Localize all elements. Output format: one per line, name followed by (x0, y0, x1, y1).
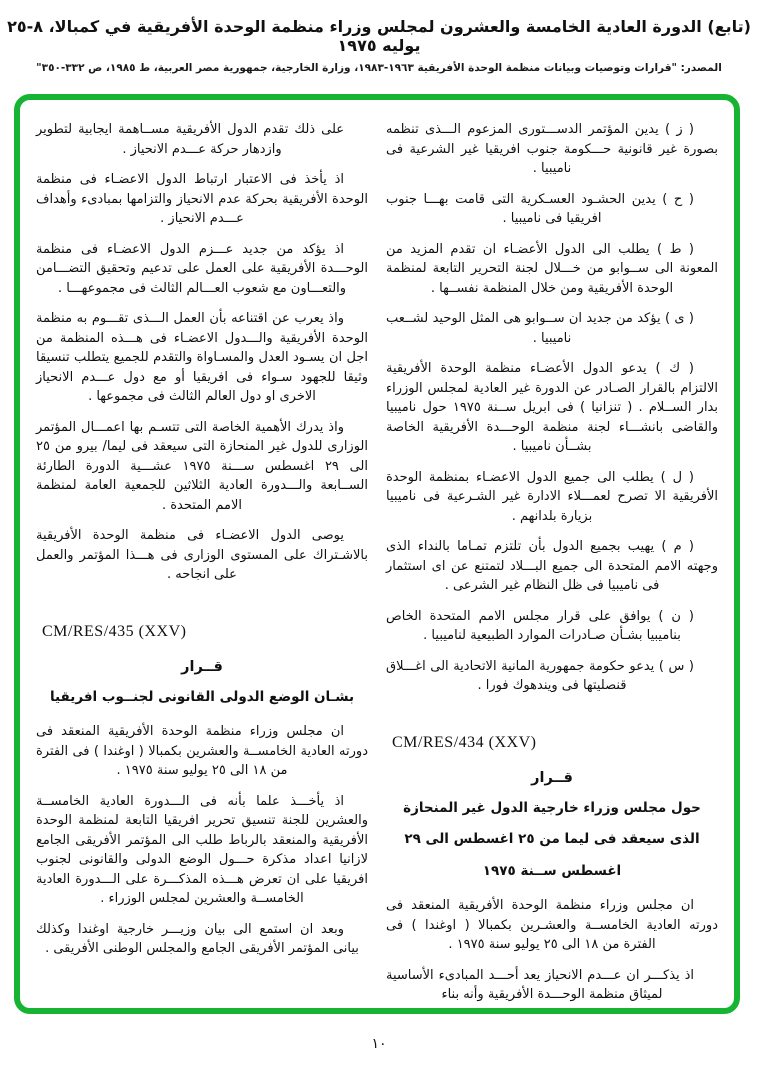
resolution-434-subtitle-line1: حول مجلس وزراء خارجية الدول غير المنحازة (403, 799, 701, 816)
clause-paragraph-s: ( س ) يدعو حكومة جمهورية المانية الاتحادية الى اغـــلاق قنصليتها فى ويندهوك فورا . (386, 658, 694, 693)
body-paragraph: وبعد ان استمع الى بيان وزيـــر خارجية اوغندا وكذلك بيانى المؤتمر الأفريقى الجامع والمجلس الوطنى الأفريقى . (36, 921, 359, 957)
clause-paragraph-t: ( ط ) يطلب الى الدول الأعضـاء ان تقدم المزيد من المعونة الى ســوابو من خـــلال لجنة التحرير التابعة لمنظمة الوحدة الأفريقية ومن خلال المنظمة نفســها . (386, 241, 718, 296)
body-paragraph: على ذلك تقدم الدول الأفريقية مســاهمة ايجابية لتطوير وازدهار حركة عـــدم الانحياز . (36, 122, 344, 157)
resolution-code-435: CM/RES/435 (XXV) (42, 622, 187, 640)
body-paragraph: اذ يؤكد من جديد عـــزم الدول الاعضـاء فى منظمة الوحـــدة الأفريقية على العمل على تدعيم وتحقيق التضـــامن والتعـــاون مع شعوب العـــالم الثالث فى مجموعهـــا . (36, 241, 368, 296)
two-column-layout (20, 100, 734, 1008)
clause-paragraph-l: ( ل ) يطلب الى جميع الدول الاعضـاء بمنظمة الوحدة الأفريقية الا تصرح لعمـــلاء الادارة غير الشـرعية فى ناميبيا بزيارة بلدانهم . (386, 469, 718, 524)
clause-paragraph-k: ( ك ) يدعو الدول الأعضـاء منظمة الوحدة الأفريقية الالتزام بالقرار الصـادر عن الدورة غير العادية لمجلس الوزراء بدار الســلام . ( تنزانيا ) فى ابريل ســنة ١٩٧٥ حول ناميبيا والقاضى بانشـــاء لجنة منظمة الوحـــدة الأفريقية الخاصة بشــأن ناميبيا . (386, 361, 719, 454)
resolution-code-434: CM/RES/434 (XXV) (392, 733, 537, 751)
resolution-434-heading: قــرار (531, 769, 573, 786)
clause-paragraph-z: ( ز ) يدين المؤتمر الدســـتورى المزعوم الـــذى تنظمه بصورة غير قانونية حـــكومة جنوب افريقيا غير الشرعية فى ناميبيا . (386, 122, 718, 176)
clause-paragraph-y: ( ى ) يؤكد من جديد ان ســوابو هى المثل الوحيد لشــعب ناميبيا . (386, 311, 694, 346)
source-citation: المصدر: "قرارات وتوصيات وبيانات منظمة الوحدة الأفريقية ١٩٦٣-١٩٨٣، وزارة الخارجية، جمهورية مصر العربية، ط ١٩٨٥، ص ٣٣٢-٣٥٠" (36, 62, 722, 74)
body-paragraph: اذ يأخـــذ علما بأنه فى الـــدورة العادية الخامســة والعشرين للجنة تنسيق تحرير افريقيا التابعة لمنظمة الوحدة الأفريقية والمنعقد بالرباط طلب الى المؤتمر الأفريقى الجامع لازانيا اعداد مذكرة حـــول الوضع الدولى والقانونى لجنوب افريقيا على ان تعرض هـــذه المذكـــرة على الـــدورة العادية الخامســة والعشرين لمجلس الوزراء . (36, 793, 368, 907)
body-paragraph: اذ يذكـــر ان عـــدم الانحياز يعد أحـــد المبادىء الأساسية لميثاق منظمة الوحـــدة الأفريقية وأنه بناء (386, 967, 694, 1003)
page-header (0, 0, 758, 74)
resolution-434-subtitle-line2: الذى سيعقد فى ليما من ٢٥ اغسطس الى ٢٩ (404, 831, 700, 848)
body-paragraph: واذ يعرب عن اقتناعه بأن العمل الـــذى تقـــوم به منظمة الوحدة الأفريقية والـــدول الاعضـاء فى هـــذه المنظمة من اجل ان يسـود العدل والمسـاواة والتقدم للجميع يتطلب تنسيقا وثيقا للجهود سـواء فى افريقيا أو مع دول عـــدم الانحياز الاخرى او دول العالم الثالث فى مجموعها . (36, 311, 368, 404)
column-right (386, 120, 719, 1003)
content-frame (14, 94, 740, 1014)
page-number: ١٠ (371, 1036, 387, 1052)
resolution-435-heading: قــرار (181, 658, 223, 675)
resolution-435-subtitle: بشـان الوضع الدولى القانونى لجنــوب افريقيا (49, 688, 355, 705)
column-left (36, 120, 368, 998)
body-paragraph: ان مجلس وزراء منظمة الوحدة الأفريقية المنعقد فى دورته العادية الخامســة والعشرين بكمبالا ( اوغندا ) فى الفترة من ١٨ الى ٢٥ يوليو سنة ١٩٧٥ . (36, 724, 368, 779)
clause-paragraph-h: ( ح ) يدين الحشـود العسـكرية التى قامت بهـــا جنوب افريقيا فى ناميبيا . (386, 191, 694, 226)
body-paragraph: يوصى الدول الاعضـاء فى منظمة الوحدة الأفريقية بالاشـتراك على المستوى الوزارى فى هـــذا المؤتمر والعمل على انجاحه . (36, 528, 368, 582)
clause-paragraph-n: ( ن ) يوافق على قرار مجلس الامم المتحدة الخاص بناميبيا بشـأن صـادرات الموارد الطبيعية لناميبيا . (386, 608, 694, 643)
clause-paragraph-m: ( م ) يهيب بجميع الدول بأن تلتزم تمـاما بالنداء الذى وجهته الامم المتحدة الى جميع البـــلاد لتمتنع عن اى استثمار فى ناميبيا فى ظل النظام غير الشرعى . (386, 539, 718, 593)
body-paragraph: واذ يدرك الأهمية الخاصة التى تتسـم بها اعمـــال المؤتمر الوزارى للدول غير المنحازة التى سيعقد فى ليما/ بيرو من ٢٥ الى ٢٩ اغسطس ســـنة ١٩٧٥ عشـــية الدورة الطارئة الســابعة والـــدورة العادية الثلاثين للجمعية العامة لمنظمة الامم المتحدة . (36, 419, 369, 513)
body-paragraph: اذ يأخذ فى الاعتبار ارتباط الدول الاعضـاء فى منظمة الوحدة الأفريقية بحركة عدم الانحياز والتزامها بمبادىء وأهداف عـــدم الانحياز . (36, 172, 368, 226)
session-title: (تابع) الدورة العادية الخامسة والعشرون لمجلس وزراء منظمة الوحدة الأفريقية في كمبالا، ٨-٢٥ يوليه ١٩٧٥ (7, 17, 751, 55)
body-paragraph: ان مجلس وزراء منظمة الوحدة الأفريقية المنعقد فى دورته العادية الخامســة والعشـرين بكمبالا ( اوغندا ) فى الفترة من ١٨ الى ٢٥ يوليو سنة ١٩٧٥ . (386, 898, 718, 953)
resolution-434-subtitle-line3: اغسطس ســنة ١٩٧٥ (482, 862, 622, 879)
